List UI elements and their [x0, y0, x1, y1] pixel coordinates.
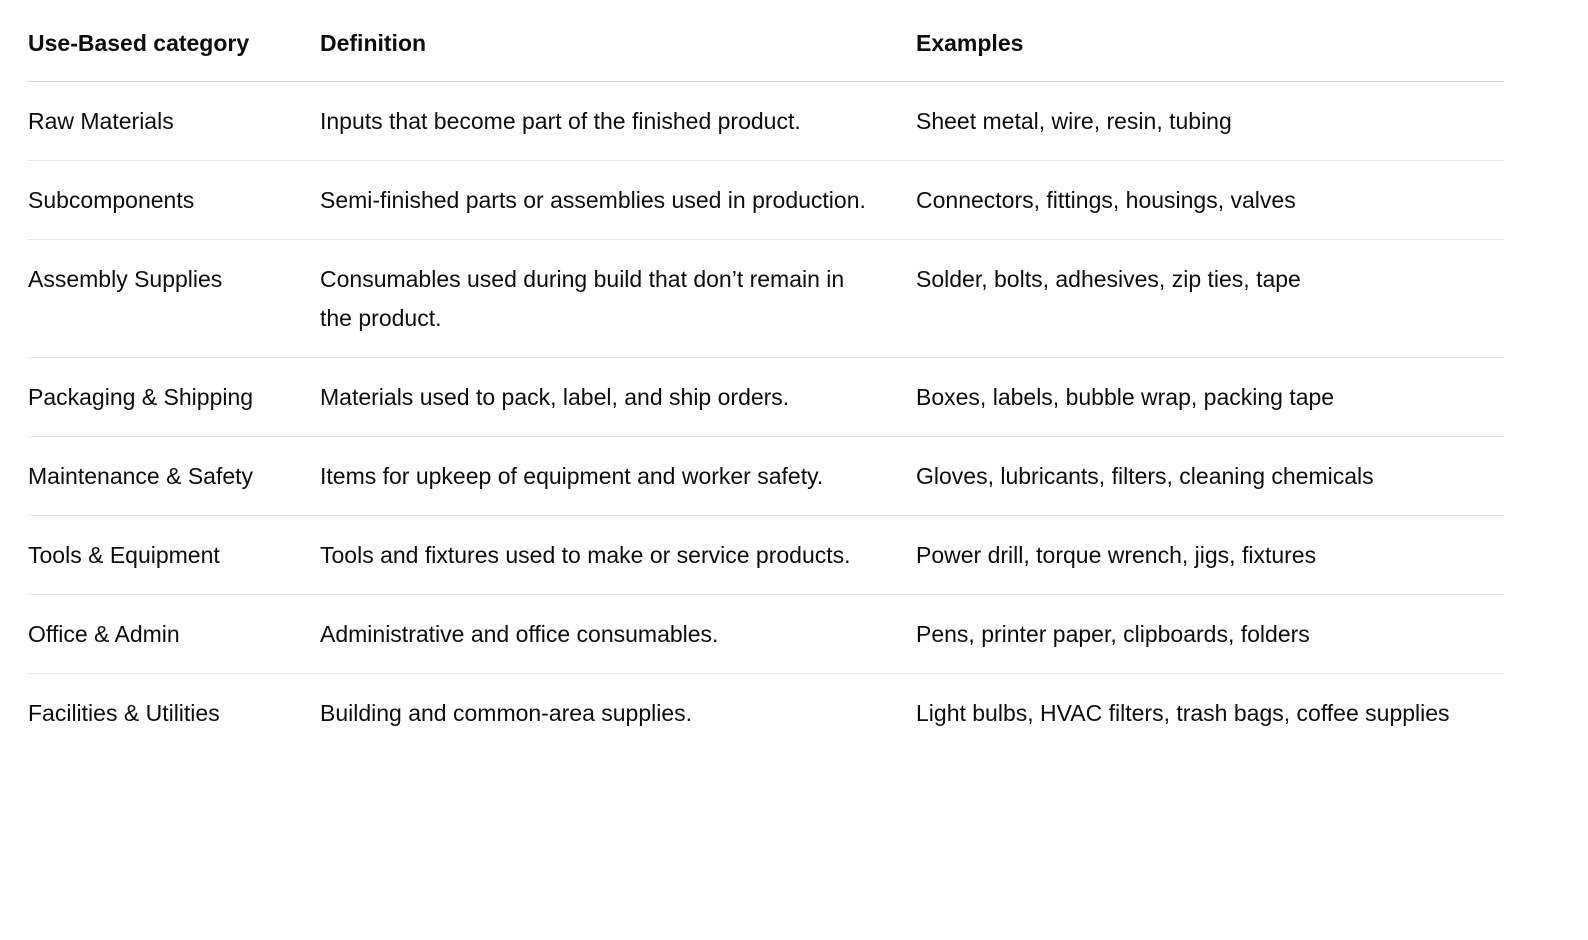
cell-category: Raw Materials	[28, 82, 320, 161]
table-row	[28, 82, 1504, 161]
cell-examples: Boxes, labels, bubble wrap, packing tape	[916, 358, 1504, 437]
table-row	[28, 161, 1504, 240]
header-category: Use-Based category	[28, 0, 320, 82]
table-row	[28, 516, 1504, 595]
header-examples: Examples	[916, 0, 1504, 82]
cell-definition: Consumables used during build that don’t remain in the product.	[320, 240, 916, 358]
cell-definition: Materials used to pack, label, and ship orders.	[320, 358, 916, 437]
table-row	[28, 240, 1504, 358]
cell-definition: Administrative and office consumables.	[320, 595, 916, 674]
cell-examples: Sheet metal, wire, resin, tubing	[916, 82, 1504, 161]
cell-definition: Building and common-area supplies.	[320, 700, 693, 726]
cell-category: Tools & Equipment	[28, 516, 320, 595]
cell-definition: Tools and fixtures used to make or service products.	[320, 516, 916, 595]
cell-category: Assembly Supplies	[28, 240, 320, 358]
cell-category: Subcomponents	[28, 161, 320, 240]
use-based-category-table	[28, 0, 1504, 752]
cell-definition: Items for upkeep of equipment and worker safety.	[320, 437, 916, 516]
cell-examples: Gloves, lubricants, filters, cleaning chemicals	[916, 437, 1504, 516]
cell-examples: Light bulbs, HVAC filters, trash bags, coffee supplies	[916, 700, 1450, 726]
cell-examples: Solder, bolts, adhesives, zip ties, tape	[916, 240, 1504, 358]
cell-category: Facilities & Utilities	[28, 700, 220, 726]
cell-category: Maintenance & Safety	[28, 437, 320, 516]
table-header-row	[28, 0, 1504, 82]
cell-examples: Pens, printer paper, clipboards, folders	[916, 595, 1504, 674]
table-row	[28, 437, 1504, 516]
table-row	[28, 358, 1504, 437]
cell-category: Packaging & Shipping	[28, 358, 320, 437]
cell-examples: Connectors, fittings, housings, valves	[916, 161, 1504, 240]
category-table-container	[28, 0, 1504, 752]
cell-examples: Power drill, torque wrench, jigs, fixtures	[916, 516, 1504, 595]
header-definition: Definition	[320, 0, 916, 82]
cell-category: Office & Admin	[28, 595, 320, 674]
table-row	[28, 674, 1504, 753]
table-row	[28, 595, 1504, 674]
cell-definition: Semi-finished parts or assemblies used in production.	[320, 161, 916, 240]
cell-definition: Inputs that become part of the finished product.	[320, 82, 916, 161]
